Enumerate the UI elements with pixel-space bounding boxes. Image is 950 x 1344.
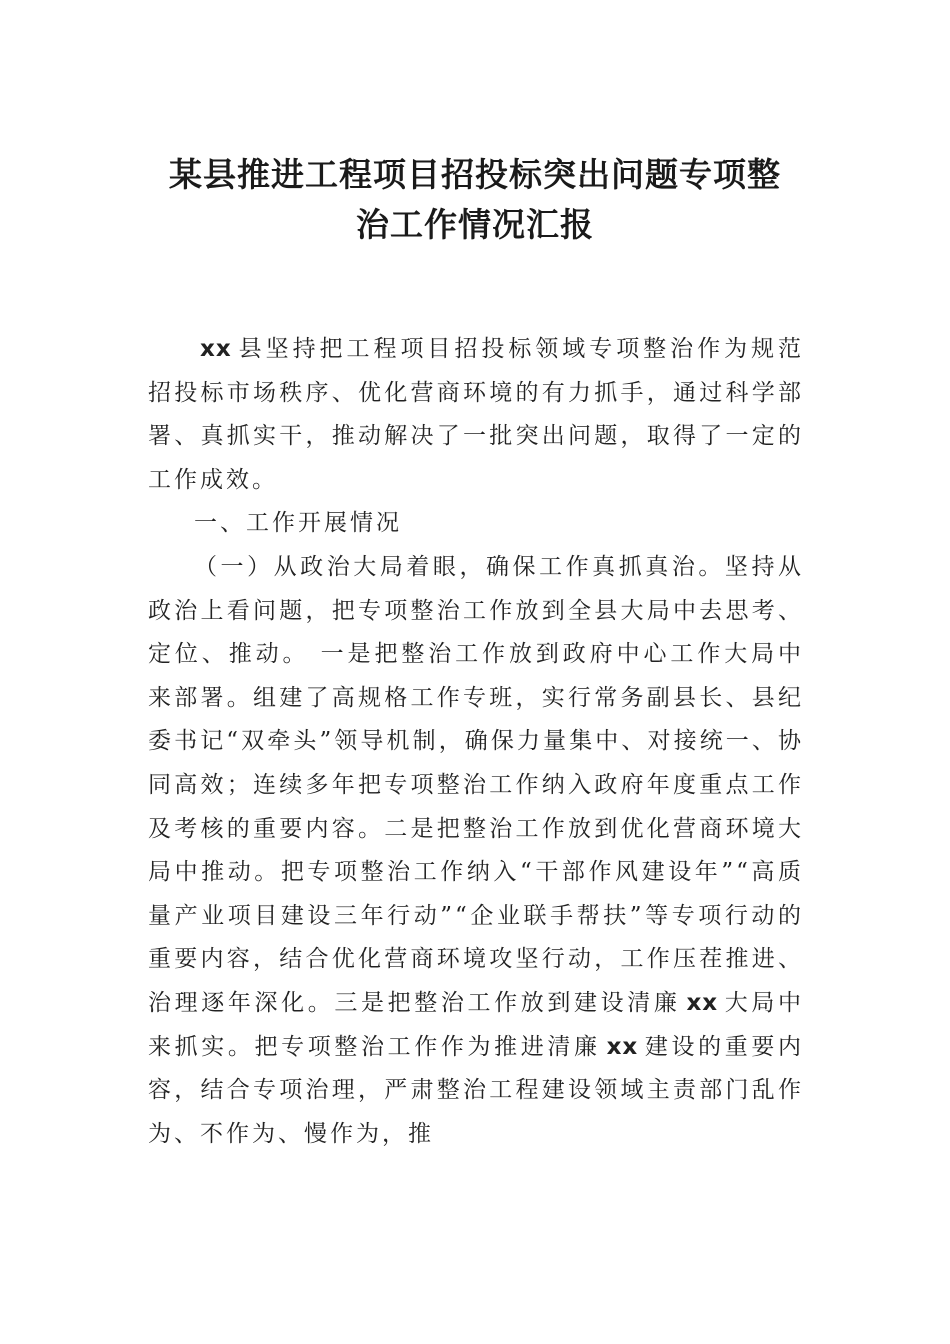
county-code: xx <box>200 336 232 362</box>
intro-text: 县坚持把工程项目招投标领域专项整治作为规范招投标市场秩序、优化营商环境的有力抓手，通过科学部署、真抓实干，推动解决了一批突出问题，取得了一定的工作成效。 <box>148 336 804 493</box>
document-title <box>140 150 810 250</box>
section-heading: 一、工作开展情况 <box>194 510 402 537</box>
para1-code-b: xx <box>606 1033 639 1060</box>
para1-text-c: 建设的重要内容，结合专项治理，严肃整治工程建设领域主责部门乱作为、不作为、慢作为，推 <box>148 1033 805 1147</box>
body-paragraph-1 <box>148 546 804 1156</box>
title-line-2: 治工作情况汇报 <box>356 205 594 244</box>
intro-paragraph <box>148 328 804 502</box>
para1-text-b: 大局中来抓实。把专项整治工作作为推进清廉 <box>148 989 805 1060</box>
para1-text-a: （一）从政治大局着眼，确保工作真抓真治。坚持从政治上看问题，把专项整治工作放到全县大局中去思考、定位、推动。 一是把整治工作放到政府中心工作大局中来部署。组建了高规格工作专班，实行常务副县长、县纪委书记“双牵头”领导机制，确保力量集中、对接统一、协同高效；连续多年把专项整治工作纳入政府年度重点工作及考核的重要内容。二是把整治工作放到优化营商环境大局中推动。把专项整治工作纳入“干部作风建设年”“高质量产业项目建设三年行动”“企业联手帮扶”等专项行动的重要内容，结合优化营商环境攻坚行动，工作压茬推进、治理逐年深化。三是把整治工作放到建设清廉 <box>148 553 804 1016</box>
document-body <box>148 328 804 1156</box>
para1-code-a: xx <box>686 989 719 1016</box>
title-line-1: 某县推进工程项目招投标突出问题专项整 <box>169 155 781 194</box>
